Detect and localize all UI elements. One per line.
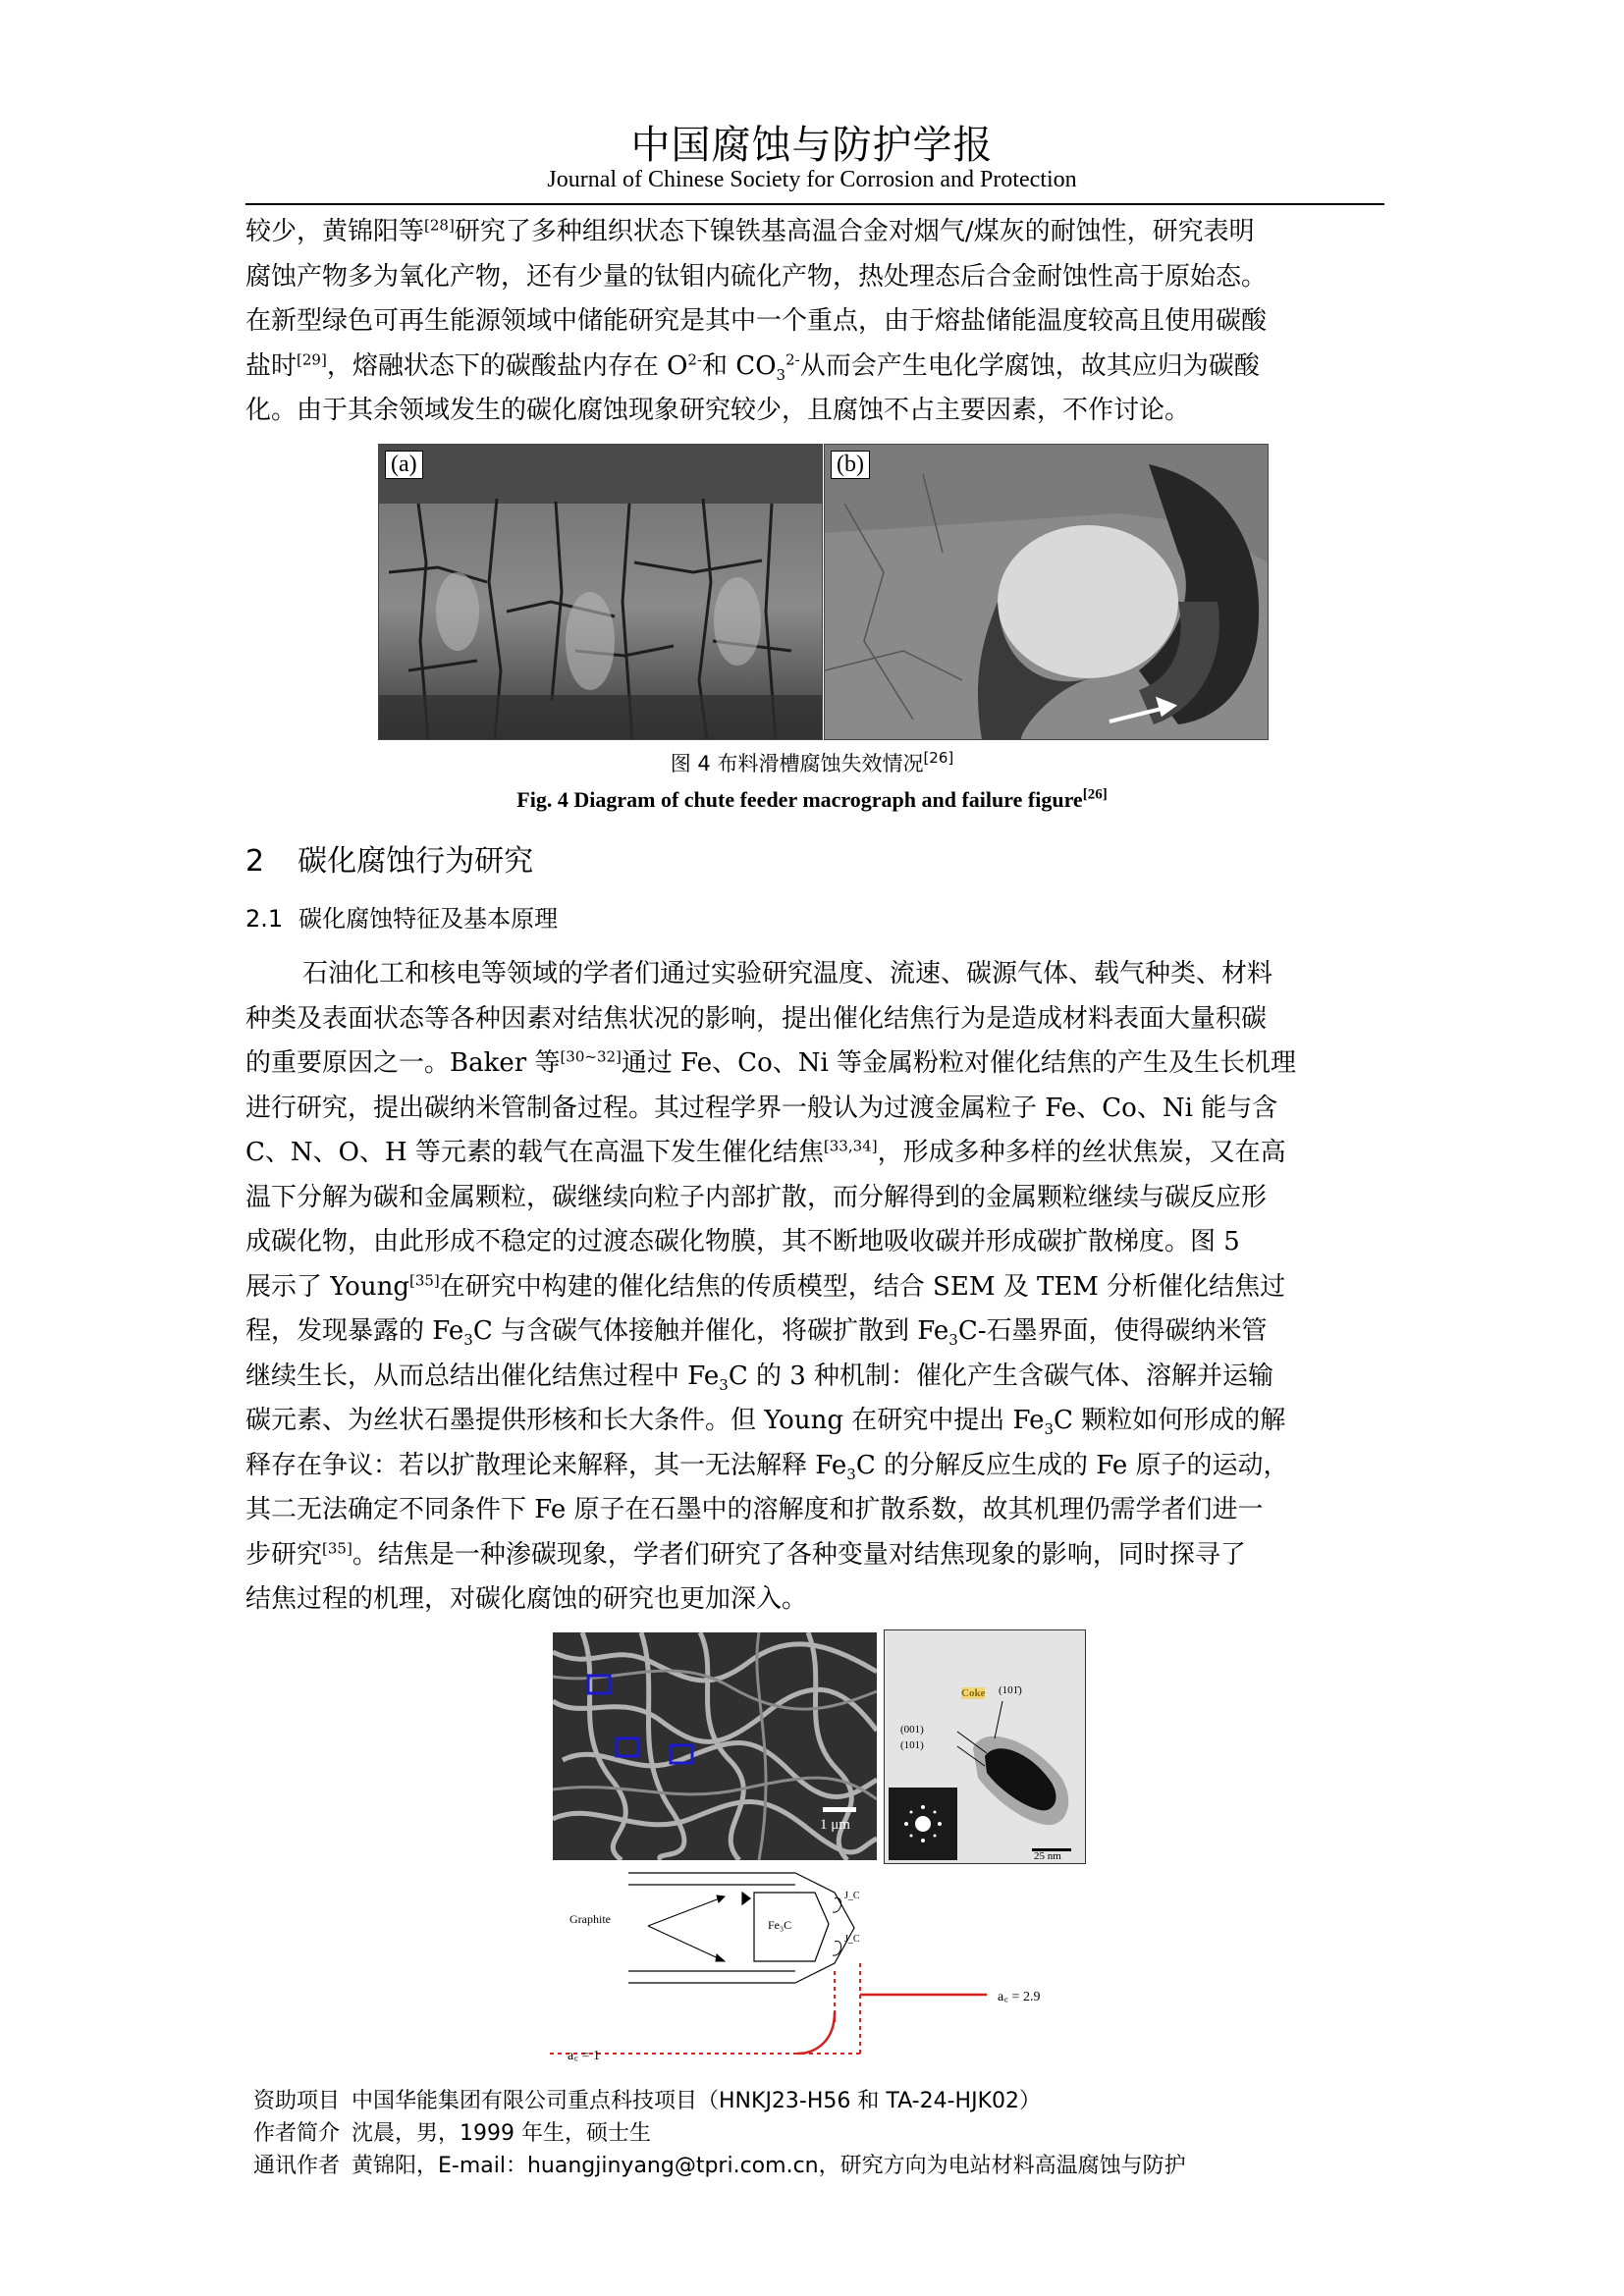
tem-plane-101: (101): [900, 1739, 924, 1751]
flux-label-top: J_C: [844, 1891, 860, 1901]
text-line: 的重要原因之一。Baker 等[30~32]通过 Fe、Co、Ni 等金属粉粒对催化结焦的产生及生长机理: [245, 1047, 1297, 1078]
figure-5-tem-image: [884, 1629, 1086, 1864]
footnote-corresponding-author: 通讯作者 黄锦阳，E-mail：huangjinyang@tpri.com.cn，研究方向为电站材料高温腐蚀与防护: [253, 2154, 1186, 2178]
text-line: 释存在争议：若以扩散理论来解释，其一无法解释 $Fe_3C$ 的分解反应生成的 Fe 原子的运动，: [245, 1450, 1289, 1483]
text-line: 较少，黄锦阳等[28]研究了多种组织状态下镍铁基高温合金对烟气/煤灰的耐蚀性，研究表明: [245, 216, 1255, 246]
tem-scale-label: 25 nm: [1034, 1850, 1061, 1862]
figure-5-schematic: [550, 1865, 1100, 2071]
fe3c-label: Fe₃C: [768, 1918, 792, 1932]
chute-opening-image: [825, 445, 1268, 739]
journal-title-cn: 中国腐蚀与防护学报: [630, 123, 994, 168]
paragraph-1: [245, 210, 1384, 434]
text-line: 石油化工和核电等领域的学者们通过实验研究温度、流速、碳源气体、载气种类、材料: [302, 959, 1273, 988]
text-line: 在新型绿色可再生能源领域中储能研究是其中一个重点，由于熔盐储能温度较高且使用碳酸: [245, 306, 1268, 336]
text-line: 步研究[35]。结焦是一种渗碳现象，学者们研究了各种变量对结焦现象的影响，同时探寻了: [245, 1538, 1246, 1570]
text-line: 其二无法确定不同条件下 Fe 原子在石墨中的溶解度和扩散系数，故其机理仍需学者们进一: [245, 1495, 1264, 1524]
journal-title-en: Journal of Chinese Society for Corrosion and Protection: [547, 167, 1077, 192]
sem-scale-label: 1 μm: [820, 1817, 850, 1833]
text-line: 盐时[29]，熔融状态下的碳酸盐内存在 $O^{2-}$和 $CO_3^{2-}$从而会产生电化学腐蚀，故其应归为碳酸: [245, 349, 1260, 384]
figure-4b-photo: [824, 444, 1269, 740]
tem-coke-label: Coke: [961, 1687, 986, 1699]
graphite-label: Graphite: [569, 1912, 611, 1926]
paragraph-2: [245, 952, 1384, 1623]
text-line: C、N、O、H 等元素的载气在高温下发生催化结焦[33,34]，形成多种多样的丝状焦炭，又在高: [245, 1137, 1286, 1167]
text-line: 展示了 Young[35]在研究中构建的催化结焦的传质模型，结合 SEM 及 TEM 分析催化结焦过: [245, 1270, 1286, 1302]
header-rule: [245, 203, 1384, 205]
activity-low-label: a꜀ = 1: [568, 2049, 600, 2063]
cracked-surface-image: [379, 445, 822, 739]
footnote-author: 作者简介 沈晨，男，1999 年生，硕士生: [253, 2121, 651, 2146]
figure-4a-photo: [378, 444, 823, 740]
activity-high-label: a꜀ = 2.9: [998, 1990, 1041, 2004]
text-line: 化。由于其余领域发生的碳化腐蚀现象研究较少，且腐蚀不占主要因素，不作讨论。: [245, 396, 1191, 425]
mass-transfer-diagram: [550, 1865, 1100, 2071]
footnote-funding: 资助项目 中国华能集团有限公司重点科技项目（HNKJ23-H56 和 TA-24-HJK02）: [253, 2089, 1042, 2113]
figure-4-caption-en: Fig. 4 Diagram of chute feeder macrograph and failure figure[26]: [516, 786, 1108, 812]
text-line: 腐蚀产物多为氧化产物，还有少量的钛钼内硫化产物，热处理态后合金耐蚀性高于原始态。: [245, 261, 1268, 292]
text-line: 温下分解为碳和金属颗粒，碳继续向粒子内部扩散，而分解得到的金属颗粒继续与碳反应形: [245, 1182, 1268, 1212]
tem-plane-101bar: (101̄): [999, 1684, 1022, 1696]
text-line: 碳元素、为丝状石墨提供形核和长大条件。但 Young 在研究中提出 $Fe_3C$ 颗粒如何形成的解: [245, 1406, 1286, 1439]
text-line: 继续生长，从而总结出催化结焦过程中 $Fe_3C$ 的 3 种机制：催化产生含碳气体、溶解并运输: [245, 1361, 1274, 1394]
text-line: 结焦过程的机理，对碳化腐蚀的研究也更加深入。: [245, 1584, 808, 1614]
text-line: 程，发现暴露的 $Fe_3C$ 与含碳气体接触并催化，将碳扩散到 $Fe_3C-$石墨界面，使得碳纳米管: [245, 1316, 1268, 1350]
section-heading-2: 2 碳化腐蚀行为研究: [245, 844, 534, 879]
text-line: 种类及表面状态等各种因素对结焦状况的影响，提出催化结焦行为是造成材料表面大量积碳: [245, 1003, 1268, 1034]
text-line: 成碳化物，由此形成不稳定的过渡态碳化物膜，其不断地吸收碳并形成碳扩散梯度。图 5: [245, 1227, 1240, 1256]
panel-label-a: (a): [385, 451, 423, 479]
figure-4-caption-cn: 图 4 布料滑槽腐蚀失效情况[26]: [670, 749, 954, 775]
panel-label-b: (b): [831, 451, 870, 479]
figure-5-sem-image: [553, 1632, 877, 1860]
section-heading-2-1: 2.1 碳化腐蚀特征及基本原理: [245, 905, 559, 933]
tem-plane-001: (001): [900, 1724, 924, 1735]
text-line: 进行研究，提出碳纳米管制备过程。其过程学界一般认为过渡金属粒子 Fe、Co、Ni 能与含: [245, 1093, 1278, 1123]
flux-label-bottom: J_C: [844, 1934, 860, 1945]
